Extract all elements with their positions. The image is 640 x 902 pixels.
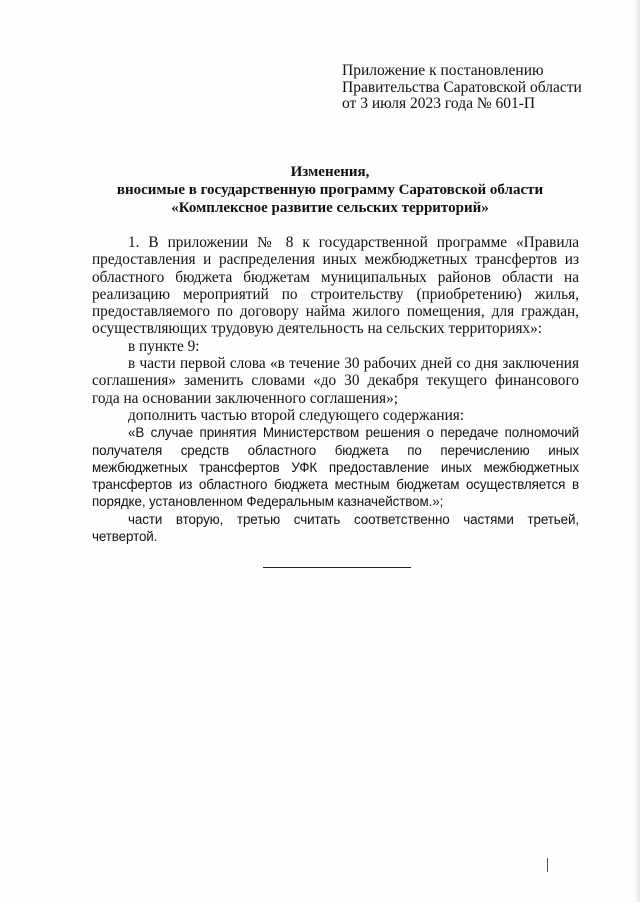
appendix-line-3: от 3 июля 2023 года № 601-П <box>342 95 536 112</box>
paragraph-5: «В случае принятия Министерством решения о передаче полномочий получателя средств областного бюджета по перечислению иных межбюджетных трансфертов УФК предоставление иных межбюджетных трансфертов из областного бюджета местным бюджетам осуществляется в порядке, установленном Федеральным казначейством.»; <box>92 425 579 510</box>
paragraph-2: в пункте 9: <box>128 337 200 355</box>
title-line-2: вносимые в государственную программу Саратовской области <box>116 182 544 198</box>
title-line-1: Изменения, <box>290 164 370 180</box>
scan-mark <box>547 858 548 872</box>
paragraph-1: 1. В приложении № 8 к государственной программе «Правила предоставления и распределения иных межбюджетных трансфертов из областного бюджета бюджетам муниципальных районов области на реализацию мероприятий по строительству (приобретению) жилья, предоставляемого по договору найма жилого помещения, для граждан, осуществляющих трудовую деятельность на сельских территориях»: <box>92 234 579 338</box>
appendix-line-2: Правительства Саратовской области <box>342 78 582 96</box>
appendix-header <box>342 63 582 113</box>
paragraph-6: части вторую, третью считать соответственно частями третьей, четвертой. <box>92 511 579 545</box>
appendix-line-1: Приложение к постановлению <box>342 62 544 79</box>
paragraph-3: в части первой слова «в течение 30 рабочих дней со дня заключения соглашения» заменить словами «до 30 декабря текущего финансового года на основании заключенного соглашения»; <box>92 355 579 407</box>
document-title <box>60 163 600 217</box>
page-edge-shadow <box>634 0 640 902</box>
document-body <box>92 234 579 545</box>
paragraph-4: дополнить частью второй следующего содержания: <box>128 406 465 424</box>
title-line-3: «Комплексное развитие сельских территорий» <box>171 200 489 216</box>
end-separator-line <box>263 567 411 568</box>
